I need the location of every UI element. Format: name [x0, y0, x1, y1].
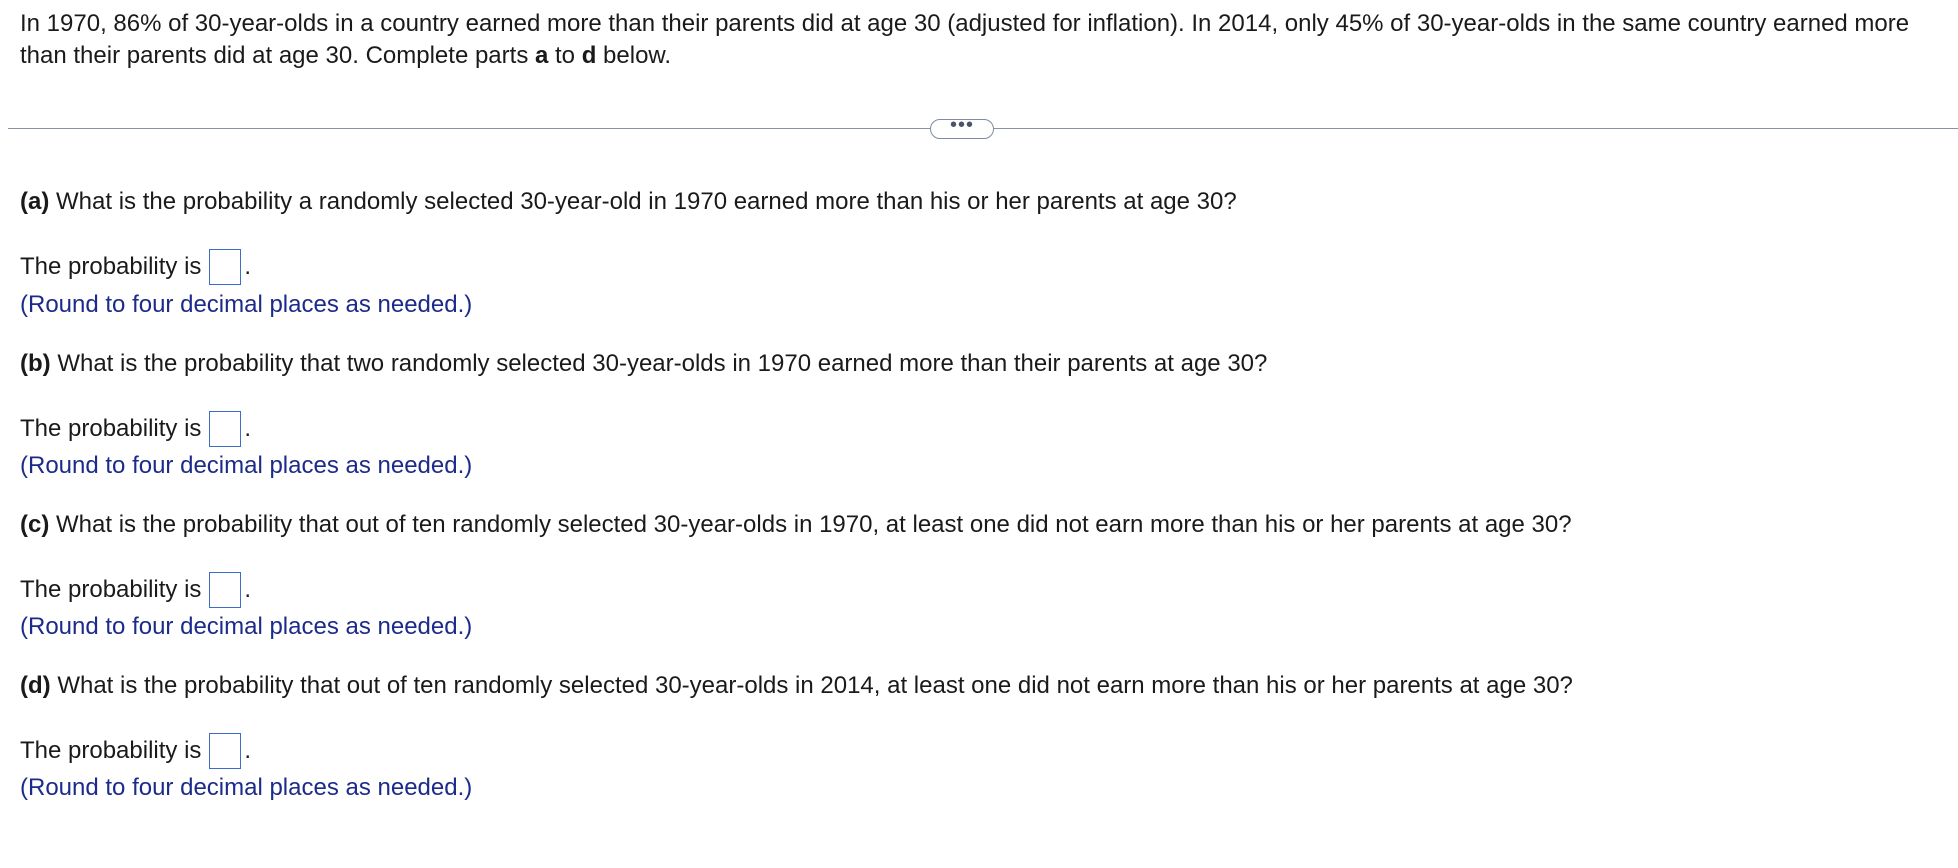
question-a: [20, 187, 1237, 217]
answer-c-input[interactable]: [209, 572, 241, 608]
question-d-text: What is the probability that out of ten randomly selected 30-year-olds in 2014, at least one did not earn more than his or her parents at age 30?: [50, 672, 1573, 699]
divider-right: [994, 128, 1958, 129]
question-d: [20, 671, 1573, 701]
answer-c-period: .: [244, 576, 252, 603]
question-c: [20, 510, 1572, 540]
hint-a: (Round to four decimal places as needed.): [20, 291, 473, 318]
answer-a-input[interactable]: [209, 249, 241, 285]
problem-text: In 1970, 86% of 30-year-olds in a country earned more than their parents did at age 30 (adjusted for inflation). In 2014, only 45% of 30-year-olds in the same country earned more than their parents did at age 30. Complete parts: [20, 10, 1910, 69]
hint-c: (Round to four decimal places as needed.): [20, 613, 473, 640]
answer-line-a: [20, 249, 251, 285]
more-icon: •••: [949, 114, 974, 136]
answer-a-period: .: [244, 253, 252, 280]
problem-text-end: below.: [596, 42, 672, 69]
question-a-tag: (a): [20, 188, 50, 215]
answer-line-b: [20, 411, 251, 447]
question-b: [20, 349, 1267, 379]
answer-d-input[interactable]: [209, 733, 241, 769]
answer-b-period: .: [244, 415, 252, 442]
question-c-tag: (c): [20, 511, 50, 538]
expand-details-button[interactable]: [930, 114, 994, 139]
divider-left: [8, 128, 930, 129]
question-b-tag: (b): [20, 350, 51, 377]
answer-b-label: The probability is: [20, 415, 202, 442]
hint-b: (Round to four decimal places as needed.): [20, 452, 473, 479]
hint-d: (Round to four decimal places as needed.): [20, 774, 473, 801]
answer-d-period: .: [244, 737, 252, 764]
question-a-text: What is the probability a randomly selected 30-year-old in 1970 earned more than his or her parents at age 30?: [49, 188, 1237, 215]
question-c-text: What is the probability that out of ten randomly selected 30-year-olds in 1970, at least one did not earn more than his or her parents at age 30?: [49, 511, 1572, 538]
problem-text-connector: to: [548, 42, 582, 69]
answer-line-c: [20, 572, 251, 608]
answer-d-label: The probability is: [20, 737, 202, 764]
problem-statement: [20, 8, 1930, 72]
answer-c-label: The probability is: [20, 576, 202, 603]
answer-a-label: The probability is: [20, 253, 202, 280]
problem-part-d-ref: d: [581, 42, 597, 69]
question-d-tag: (d): [20, 672, 51, 699]
question-b-text: What is the probability that two randomly selected 30-year-olds in 1970 earned more than their parents at age 30?: [50, 350, 1268, 377]
answer-b-input[interactable]: [209, 411, 241, 447]
answer-line-d: [20, 733, 251, 769]
problem-part-a-ref: a: [534, 42, 549, 69]
